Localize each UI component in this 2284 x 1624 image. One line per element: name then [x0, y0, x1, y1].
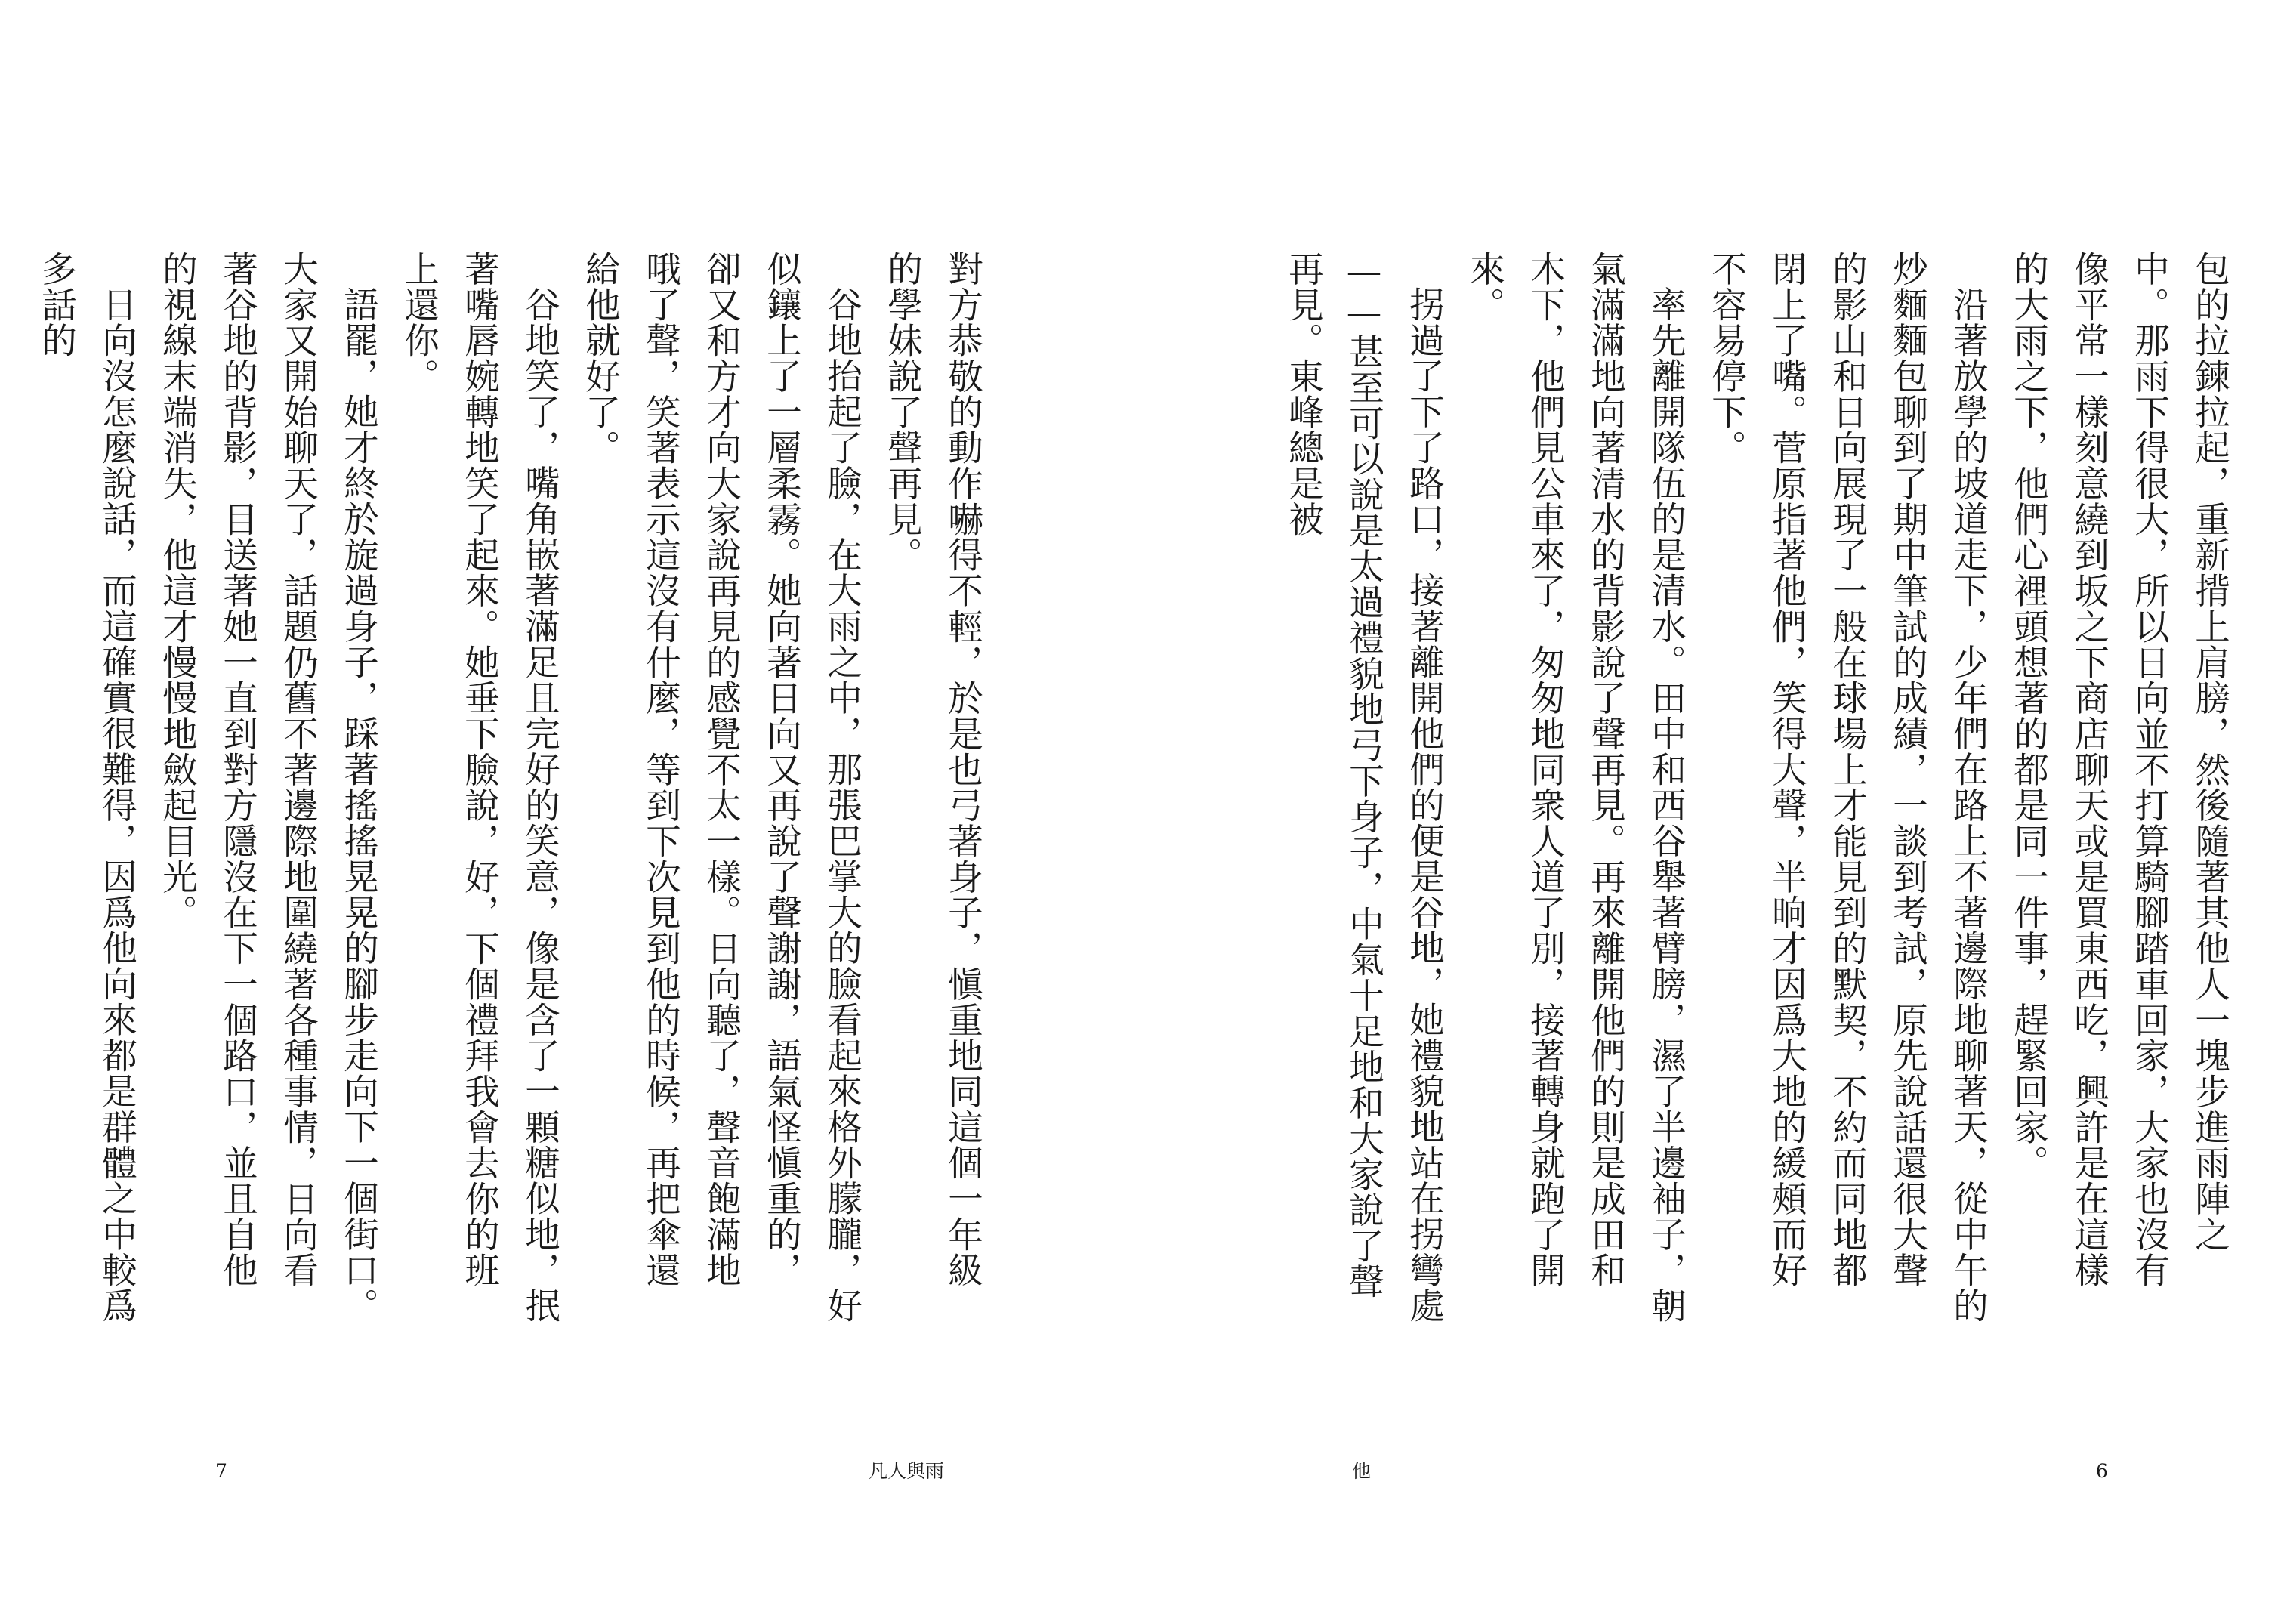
right-page-body-text: [1283, 251, 2240, 1323]
paragraph: 谷地抬起了臉，在大雨之中，那張巴掌大的臉看起來格外朦朧，好似鑲上了一層柔霧。她向著日向又再說了聲謝謝，語氣怪愼重的，卻又和方才向大家說再見的感覺不太一樣。日向聽了，聲音飽滿地哦了聲，笑著表示這沒有什麼，等到下次見到他的時候，再把傘還給他就好了。: [580, 251, 863, 1323]
paragraph: 拐過了下了路口，接著離開他們的便是谷地，她禮貌地站在拐彎處——甚至可以說是太過禮貌地弓下身子，中氣十足地和大家說了聲再見。東峰總是被: [1283, 251, 1445, 1323]
running-head-chapter-title: 他: [1352, 1460, 1372, 1482]
paragraph: 對方恭敬的動作嚇得不輕，於是也弓著身子，愼重地同這個一年級的學妹說了聲再見。: [882, 251, 983, 1289]
paragraph: 日向沒怎麼說話，而這確實很難得，因爲他向來都是群體之中較爲多話的: [36, 251, 137, 1323]
paragraph: 包的拉鍊拉起，重新揹上肩膀，然後隨著其他人一塊步進雨陣之中。那雨下得很大，所以日向並不打算騎腳踏車回家，大家也沒有像平常一樣刻意繞到坂之下商店聊天或是買東西吃，興許是在這樣的大雨之下，他們心裡頭想著的都是同一件事，趕緊回家。: [2008, 251, 2230, 1289]
running-head-book-title: 凡人與雨: [869, 1460, 945, 1482]
paragraph: 率先離開隊伍的是清水。田中和西谷舉著臂膀，濕了半邊袖子，朝氣滿滿地向著清水的背影說了聲再見。再來離開他們的則是成田和木下，他們見公車來了，匆匆地同衆人道了別，接著轉身就跑了開來。: [1465, 251, 1687, 1323]
right-page: [1142, 0, 2284, 1624]
left-page-body-text: [36, 251, 993, 1323]
page-number: 7: [215, 1460, 227, 1482]
paragraph: 沿著放學的坡道走下，少年們在路上不著邊際地聊著天，從中午的炒麵麵包聊到了期中筆試的成績，一談到考試，原先說話還很大聲的影山和日向展現了一般在球場上才能見到的默契，不約而同地都閉上了嘴。菅原指著他們，笑得大聲，半晌才因爲大地的緩頰而好不容易停下。: [1706, 251, 1989, 1323]
paragraph: 語罷，她才終於旋過身子，踩著搖搖晃晃的腳步走向下一個街口。大家又開始聊天了，話題仍舊不著邊際地圍繞著各種事情，日向看著谷地的背影，目送著她一直到對方隱沒在下一個路口，並且自他的視線末端消失，他這才慢慢地斂起目光。: [157, 251, 379, 1323]
page-number: 6: [2096, 1460, 2108, 1482]
paragraph: 谷地笑了，嘴角嵌著滿足且完好的笑意，像是含了一顆糖似地，抿著嘴唇婉轉地笑了起來。她垂下臉說，好，下個禮拜我會去你的班上還你。: [399, 251, 560, 1323]
